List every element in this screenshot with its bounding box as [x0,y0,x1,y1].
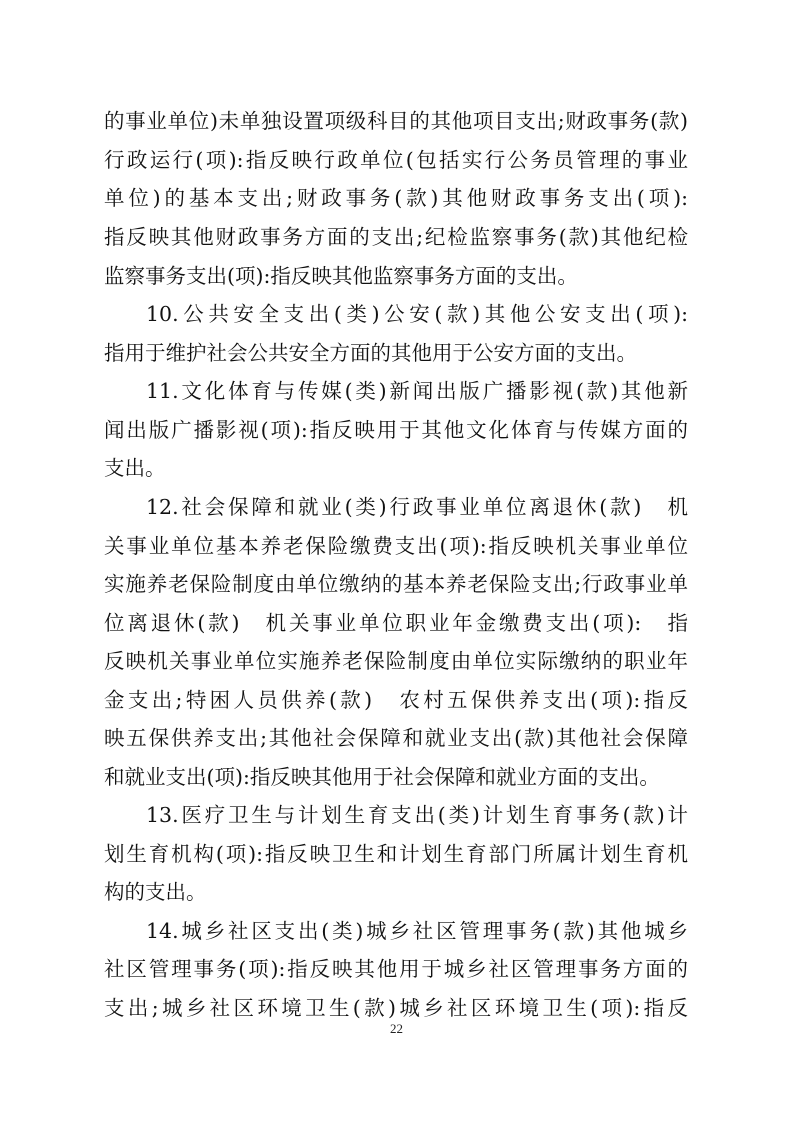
text-line: 位离退休(款) 机关事业单位职业年金缴费支出(项): 指 [104,611,688,635]
text-line: 指用于维护社会公共安全方面的其他用于公安方面的支出。 [104,341,637,365]
text-line: 金支出;特困人员供养(款) 农村五保供养支出(项):指反 [104,688,688,712]
text-line: 关事业单位基本养老保险缴费支出(项):指反映机关事业单位 [104,534,688,558]
text-line: 指反映其他财政事务方面的支出;纪检监察事务(款)其他纪检 [104,225,688,249]
paragraph-14-heading: 14.城乡社区支出(类)城乡社区管理事务(款)其他城乡 [146,919,688,943]
text-line: 划生育机构(项):指反映卫生和计划生育部门所属计划生育机 [104,842,688,866]
paragraph-13-heading: 13.医疗卫生与计划生育支出(类)计划生育事务(款)计 [146,803,688,827]
page-number: 22 [390,1021,403,1036]
text-line: 反映机关事业单位实施养老保险制度由单位实际缴纳的职业年 [104,649,688,673]
text-line: 映五保供养支出;其他社会保障和就业支出(款)其他社会保障 [104,726,688,750]
paragraph-12-heading: 12.社会保障和就业(类)行政事业单位离退休(款) 机 [146,495,688,519]
paragraph-10-heading: 10.公共安全支出(类)公安(款)其他公安支出(项): [146,302,688,326]
text-line: 监察事务支出(项):指反映其他监察事务方面的支出。 [104,264,578,288]
text-line: 实施养老保险制度由单位缴纳的基本养老保险支出;行政事业单 [104,572,688,596]
text-line: 支出。 [104,456,166,480]
text-line: 闻出版广播影视(项):指反映用于其他文化体育与传媒方面的 [104,418,688,442]
text-line: 和就业支出(项):指反映其他用于社会保障和就业方面的支出。 [104,765,660,789]
text-line: 行政运行(项):指反映行政单位(包括实行公务员管理的事业 [104,148,688,172]
paragraph-11-heading: 11.文化体育与传媒(类)新闻出版广播影视(款)其他新 [146,379,688,403]
text-line: 的事业单位)未单独设置项级科目的其他项目支出;财政事务(款) [104,109,688,133]
text-line: 构的支出。 [104,880,207,904]
text-line: 单位)的基本支出;财政事务(款)其他财政事务支出(项): [104,186,688,210]
text-line: 社区管理事务(项):指反映其他用于城乡社区管理事务方面的 [104,957,688,981]
text-line: 支出;城乡社区环境卫生(款)城乡社区环境卫生(项):指反 [104,996,688,1020]
